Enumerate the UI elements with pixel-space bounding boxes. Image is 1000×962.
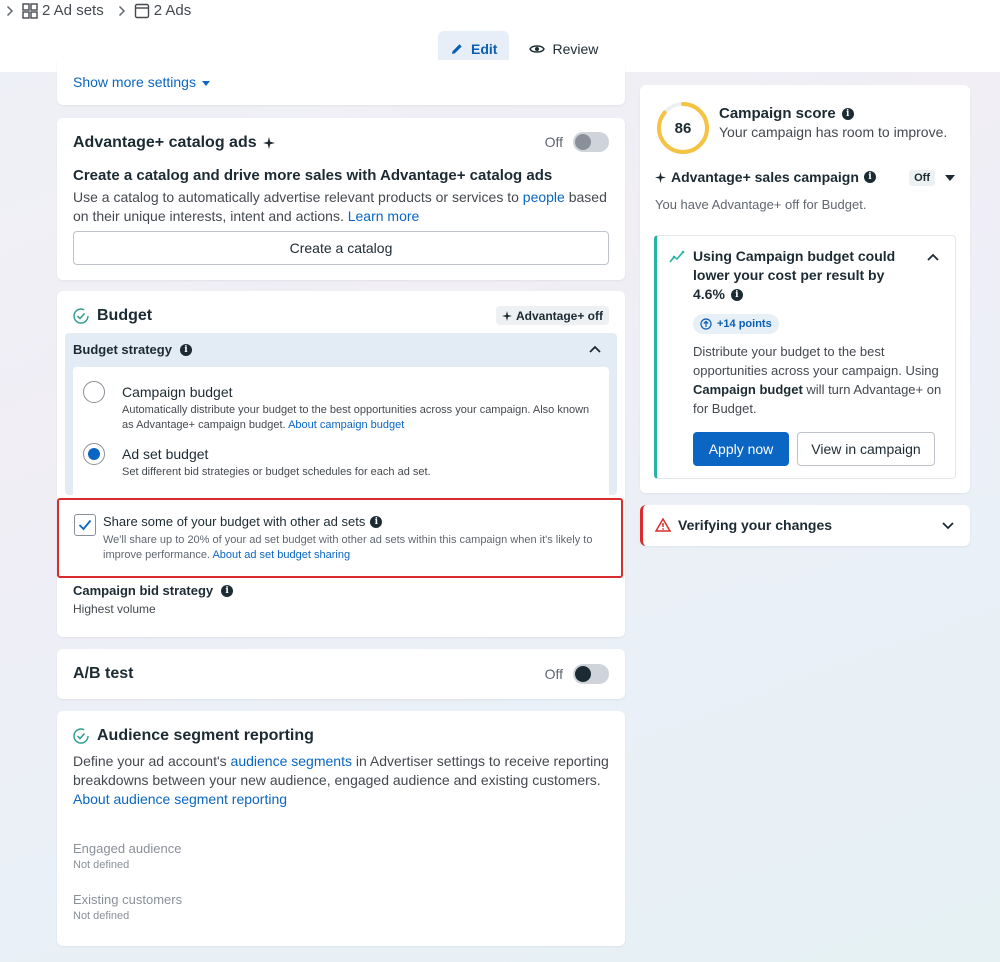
adset-budget-radio[interactable] [83,443,105,465]
check-circle-icon [73,308,89,324]
bid-strategy-label: Campaign bid strategy [73,583,214,598]
advantage-sales-state[interactable]: Off [909,170,955,186]
grid-icon [22,3,38,19]
check-icon [78,519,92,531]
about-audience-reporting-link[interactable]: About audience segment reporting [73,791,288,807]
breadcrumb-ads[interactable] [134,2,192,19]
abtest-card [57,649,625,699]
score-title: Campaign score [719,105,836,122]
score-gauge [656,101,710,155]
engaged-audience-label: Engaged audience [73,841,182,856]
share-budget-desc: We'll share up to 20% of your ad set budget with other ad sets within this campaign when it's likely to improve performance. About ad set budget sharing [103,534,593,561]
breadcrumb-adsets[interactable] [22,2,104,19]
pencil-icon [450,42,464,56]
eye-icon [529,43,545,55]
apply-now-button[interactable]: Apply now [693,432,789,466]
chevron-right-icon [118,5,126,17]
show-more-settings-link[interactable]: Show more settings [73,74,210,90]
caret-down-icon [945,175,955,182]
campaign-budget-radio[interactable] [83,381,105,403]
adset-budget-desc: Set different bid strategies or budget schedules for each ad set. [122,466,431,478]
about-campaign-budget-link[interactable]: About campaign budget [288,419,405,431]
advantage-badge: Advantage+ off [496,306,609,325]
catalog-heading: Create a catalog and drive more sales with Advantage+ catalog ads [73,167,553,184]
campaign-budget-desc: Automatically distribute your budget to the best opportunities across your campaign. Also known as Advantage+ campaign budget. About campaign budget [122,404,590,431]
budget-strategy-label: Budget strategy [73,342,172,357]
bid-strategy-value: Highest volume [73,602,156,616]
review-tab-label: Review [552,40,599,57]
advantage-sales-note: You have Advantage+ off for Budget. [655,197,867,212]
existing-customers-value: Not defined [73,910,130,922]
recommendation-card [654,235,956,479]
share-budget-checkbox[interactable] [74,514,96,536]
campaign-budget-label: Campaign budget [122,384,233,400]
breadcrumb-adsets-label: 2 Ad sets [42,2,104,19]
score-value: 86 [674,119,692,137]
arrow-up-circle-icon [700,318,712,330]
engaged-audience-value: Not defined [73,859,130,871]
sparkle-icon [263,137,275,149]
recommendation-title: Using Campaign budget could lower your cost per result by 4.6% [693,248,896,302]
score-subtitle: Your campaign has room to improve. [719,124,948,140]
catalog-description: Use a catalog to automatically advertise relevant products or services to people based on their unique interests, intent and actions. Learn more [73,189,607,224]
info-icon: i [731,289,743,301]
learn-more-link[interactable]: Learn more [347,208,420,224]
abtest-toggle-label: Off [544,666,563,682]
points-badge: +14 points [693,314,779,334]
audience-description: Define your ad account's audience segments in Advertiser settings to receive reporting breakdowns between your new audience, engaged audience and existing customers. About audience segment reporting [73,753,609,807]
trend-icon [669,250,685,264]
advantage-sales-title: Advantage+ sales campaign [671,169,859,185]
share-budget-label: Share some of your budget with other ad sets [103,514,366,529]
catalog-title: Advantage+ catalog ads [73,134,257,151]
audience-title: Audience segment reporting [97,727,314,744]
budget-title: Budget [97,307,153,324]
audience-segments-link[interactable]: audience segments [230,753,352,769]
catalog-toggle-label: Off [544,134,563,150]
chevron-right-icon [6,5,14,17]
about-budget-sharing-link[interactable]: About ad set budget sharing [212,549,351,561]
info-icon: i [370,516,382,528]
campaign-score-card [640,85,970,493]
catalog-card [57,118,625,280]
check-circle-icon [73,728,89,744]
verify-title: Verifying your changes [678,517,833,533]
chevron-up-icon[interactable] [927,253,939,261]
sparkle-icon [502,311,512,321]
existing-customers-label: Existing customers [73,892,183,907]
settings-card [57,60,625,105]
verify-card[interactable] [640,505,970,546]
breadcrumb-ads-label: 2 Ads [153,2,192,19]
info-icon: i [864,171,876,183]
info-icon: i [842,108,854,120]
budget-options [73,367,609,495]
abtest-toggle[interactable] [573,664,609,684]
recommendation-body: Distribute your budget to the best opportunities across your campaign. Using Campaign budget will turn Advantage+ on for Budget. [693,344,942,416]
view-in-campaign-button[interactable]: View in campaign [797,432,935,466]
abtest-title: A/B test [73,665,134,682]
budget-strategy-panel [65,333,617,495]
catalog-toggle[interactable] [573,132,609,152]
info-icon: i [221,585,233,597]
ad-icon [134,3,150,19]
audience-card [57,711,625,946]
people-link[interactable]: people [522,189,565,205]
info-icon: i [180,344,192,356]
chevron-up-icon[interactable] [589,345,601,353]
chevron-down-icon [942,522,954,530]
warning-icon [655,518,671,532]
breadcrumb [6,2,205,19]
create-catalog-button[interactable]: Create a catalog [73,231,609,265]
edit-tab-label: Edit [471,40,498,57]
caret-down-icon [202,81,210,87]
budget-card [57,291,625,637]
adset-budget-label: Ad set budget [122,446,209,462]
sparkle-icon [655,172,666,183]
share-budget-option[interactable] [57,498,623,578]
